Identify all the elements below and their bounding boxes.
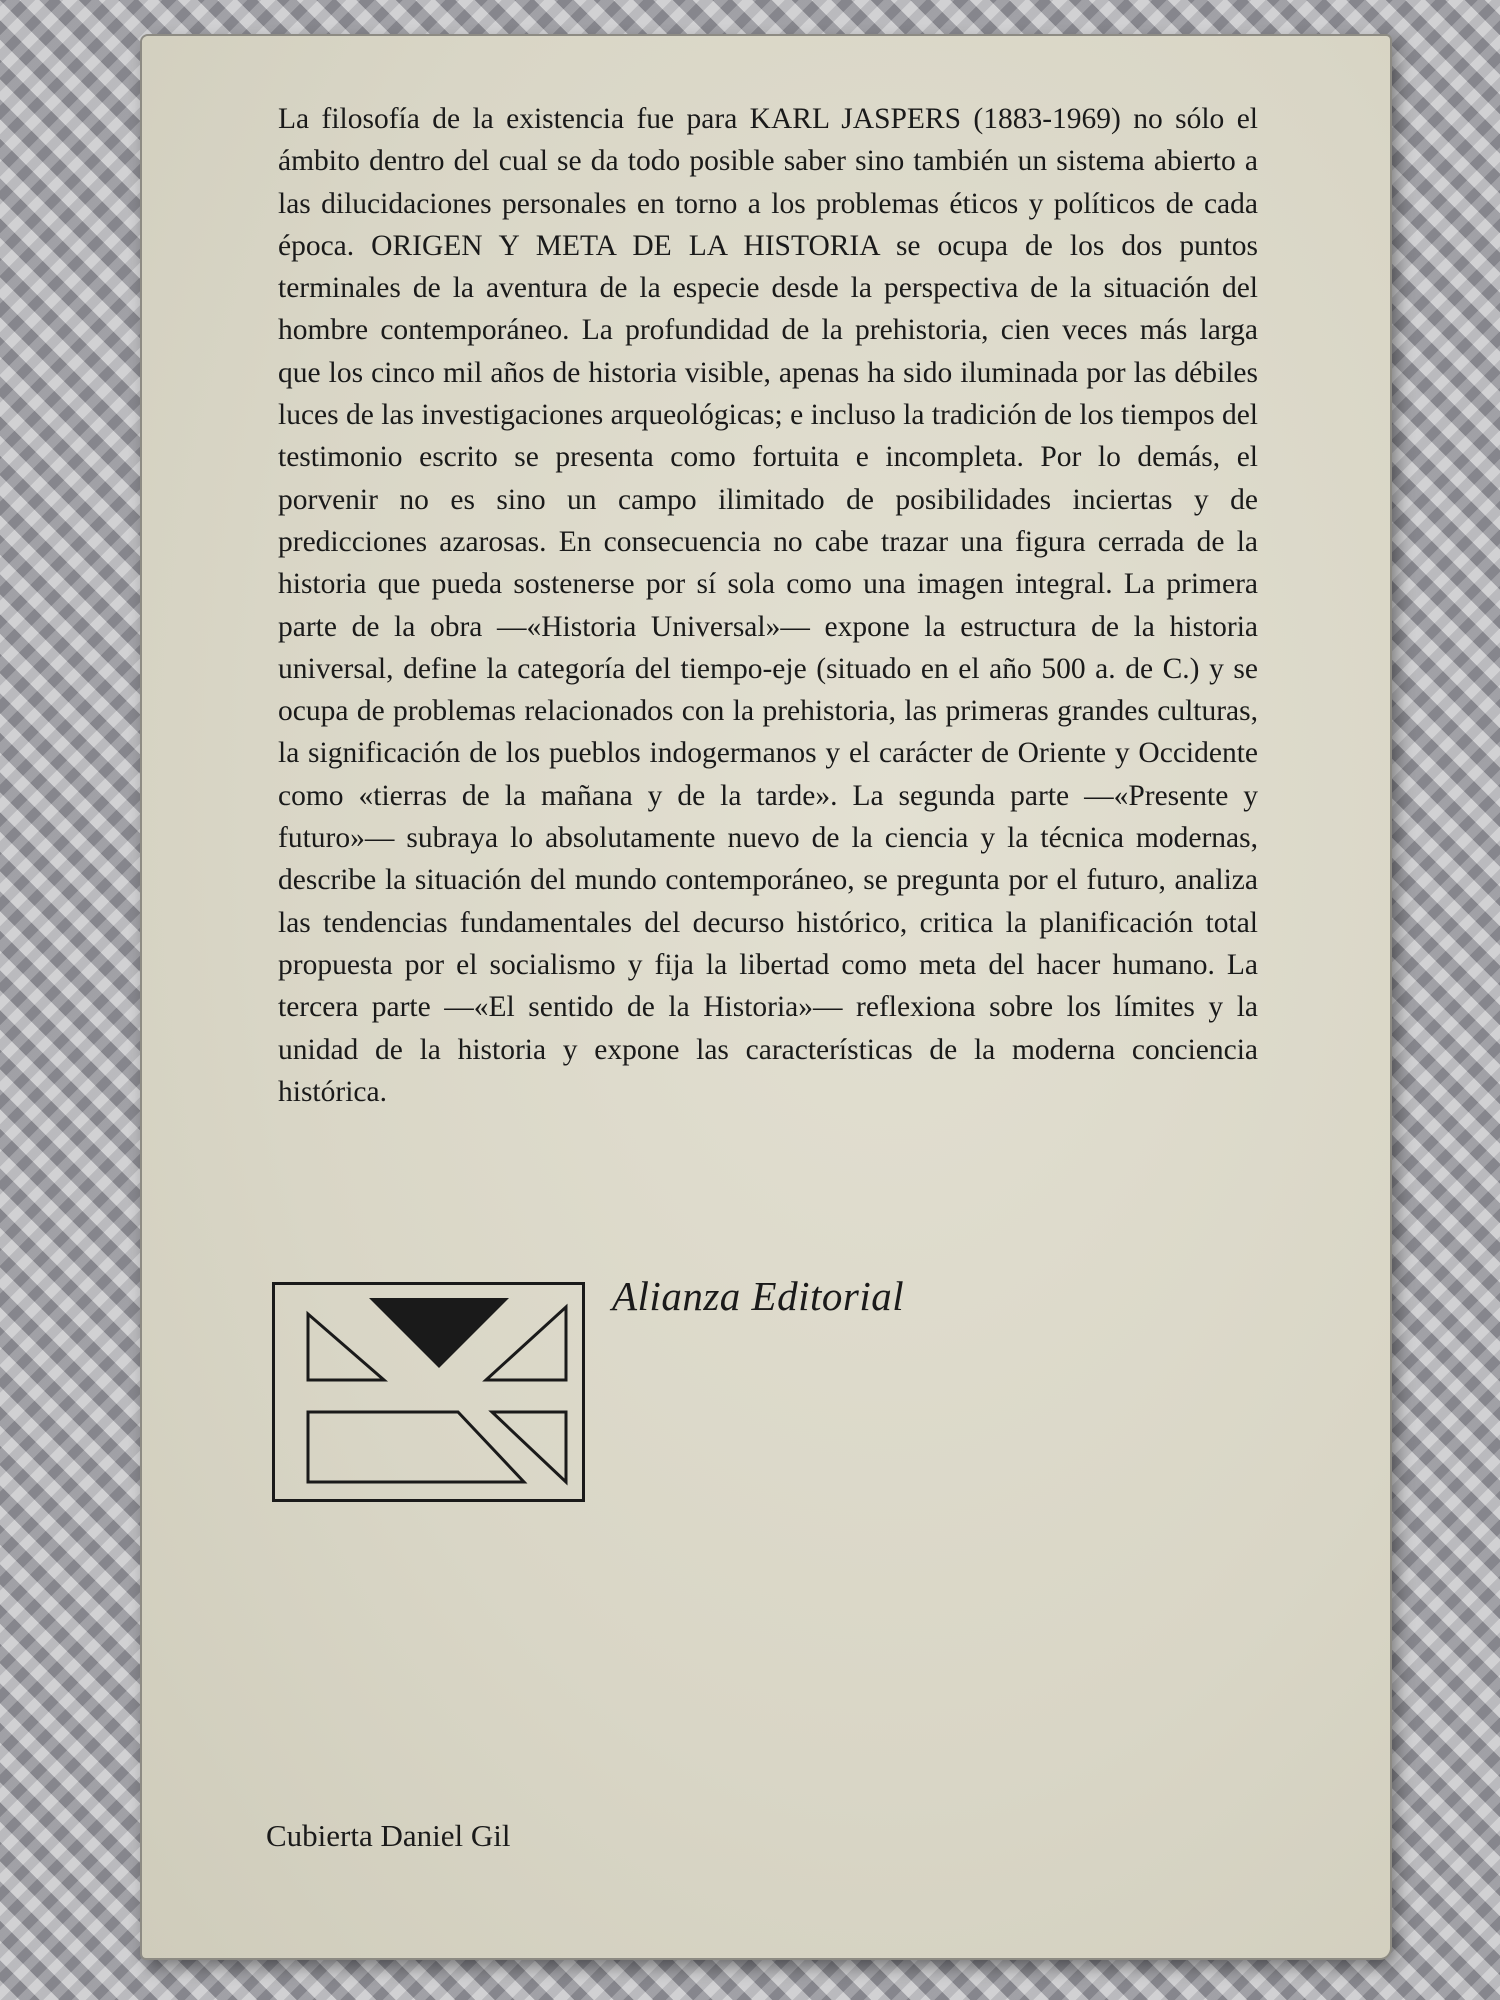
cover-credit: Cubierta Daniel Gil	[266, 1818, 511, 1853]
blurb-text: La filosofía de la existencia fue para KARL JASPERS (1883-1969) no sólo el ámbito dentro del cual se da todo posible saber sino también un sistema abierto a las dilucidaciones personales en torno a los problemas éticos y políticos de cada época. ORIGEN Y META DE LA HISTORIA se ocupa de los dos puntos terminales de la aventura de la especie desde la perspectiva de la situación del hombre contemporáneo. La profundidad de la prehistoria, cien veces más larga que los cinco mil años de historia visible, apenas ha sido iluminada por las débiles luces de las investigaciones arqueológicas; e incluso la tradición de los tiempos del testimonio escrito se presenta como fortuita e incompleta. Por lo demás, el porvenir no es sino un campo ilimitado de posibilidades inciertas y de predicciones azarosas. En consecuencia no cabe trazar una figura cerrada de la historia que pueda sostenerse por sí sola como una imagen integral. La primera parte de la obra —«Historia Universal»— expone la estructura de la historia universal, define la categoría del tiempo-eje (situado en el año 500 a. de C.) y se ocupa de problemas relacionados con la prehistoria, las primeras grandes culturas, la significación de los pueblos indogermanos y el carácter de Oriente y Occidente como «tierras de la mañana y de la tarde». La segunda parte —«Presente y futuro»— subraya lo absolutamente nuevo de la ciencia y la técnica modernas, describe la situación del mundo contemporáneo, se pregunta por el futuro, analiza las tendencias fundamentales del decurso histórico, critica la planificación total propuesta por el socialismo y fija la libertad como meta del hacer humano. La tercera parte —«El sentido de la Historia»— reflexiona sobre los límites y la unidad de la historia y expone las características de la moderna conciencia histórica.	[278, 103, 1258, 1108]
book-back-cover	[142, 36, 1390, 1958]
publisher-name: Alianza Editorial	[612, 1273, 905, 1319]
alianza-logo-icon	[272, 1282, 585, 1502]
